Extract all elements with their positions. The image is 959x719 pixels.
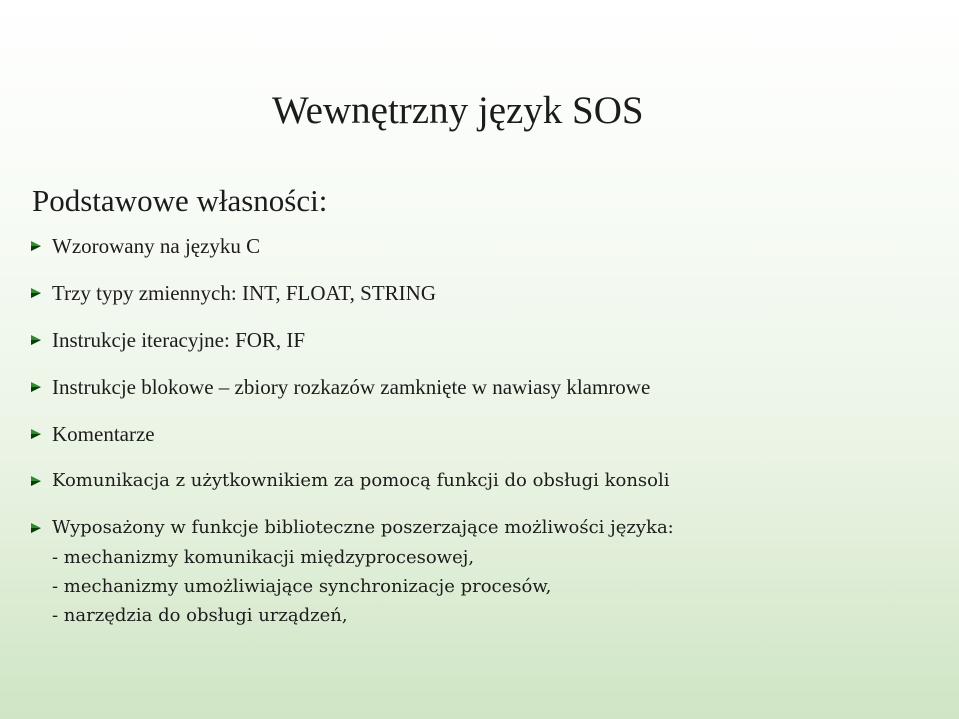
- sub-item-devices: - narzędzia do obsługi urządzeń,: [52, 605, 348, 626]
- green-arrow-bullet-icon: [30, 240, 42, 252]
- bullet-item-block-instructions: [30, 375, 940, 399]
- bullet-item-iteration-instructions: [30, 328, 940, 352]
- bullet-text: Instrukcje iteracyjne: FOR, IF: [52, 328, 306, 352]
- green-arrow-bullet-icon: [30, 287, 42, 299]
- bullet-text: Wyposażony w funkcje biblioteczne poszerzające możliwości języka:: [52, 517, 674, 538]
- bullet-item-comments: [30, 422, 940, 446]
- sub-item-sync: - mechanizmy umożliwiające synchronizacje procesów,: [52, 576, 552, 597]
- green-arrow-bullet-icon: [30, 334, 42, 346]
- bullet-item-user-communication: [30, 469, 940, 493]
- section-heading: Podstawowe własności:: [32, 183, 328, 218]
- sub-item-ipc: - mechanizmy komunikacji międzyprocesowej,: [52, 547, 475, 568]
- bullet-item-based-on-c: [30, 234, 940, 258]
- green-arrow-bullet-icon: [30, 522, 42, 534]
- green-arrow-bullet-icon: [30, 475, 42, 487]
- green-arrow-bullet-icon: [30, 428, 42, 440]
- bullet-item-variable-types: [30, 281, 940, 305]
- bullet-text: Trzy typy zmiennych: INT, FLOAT, STRING: [52, 281, 436, 305]
- bullet-item-library-functions: [30, 516, 940, 630]
- bullet-text: Wzorowany na języku C: [52, 234, 261, 258]
- bullet-list: [30, 234, 940, 653]
- bullet-text: Instrukcje blokowe – zbiory rozkazów zamknięte w nawiasy klamrowe: [52, 375, 651, 399]
- bullet-text: Komentarze: [52, 422, 155, 446]
- green-arrow-bullet-icon: [30, 381, 42, 393]
- slide-title: Wewnętrzny język SOS: [272, 89, 644, 132]
- bullet-text: Komunikacja z użytkownikiem za pomocą funkcji do obsługi konsoli: [52, 470, 670, 491]
